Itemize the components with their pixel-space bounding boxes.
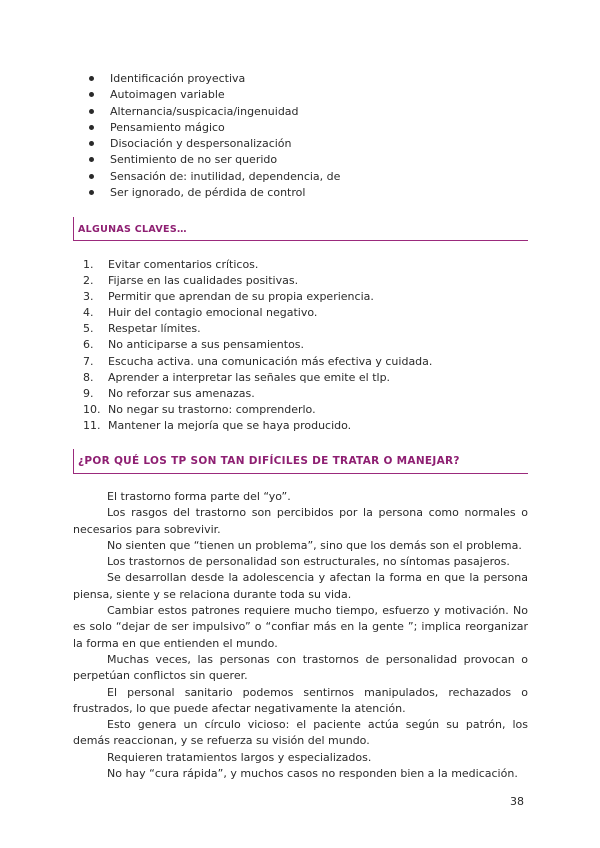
page-number: 38 xyxy=(510,795,524,808)
bullet-dot-icon xyxy=(89,190,94,195)
list-item: Identificación proyectiva xyxy=(88,71,340,87)
list-item: 3. Permitir que aprendan de su propia experiencia. xyxy=(83,290,374,304)
section-heading-claves: ALGUNAS CLAVES… xyxy=(73,217,528,241)
paragraph: Esto genera un círculo vicioso: el paciente actúa según su patrón, los demás reaccionan, y se refuerza su visión del mundo. xyxy=(73,718,528,748)
claves-numbered-list xyxy=(83,257,432,434)
bullet-dot-icon xyxy=(89,157,94,162)
paragraph: El personal sanitario podemos sentirnos manipulados, rechazados o frustrados, lo que puede afectar negativamente la atención. xyxy=(73,685,528,715)
list-item: 4. Huir del contagio emocional negativo. xyxy=(83,306,318,320)
list-item: 1. Evitar comentarios críticos. xyxy=(83,258,259,271)
paragraph: No hay “cura rápida”, y muchos casos no responden bien a la medicación. xyxy=(107,767,518,781)
trait-bullet-list xyxy=(88,71,340,201)
list-item: Ser ignorado, de pérdida de control xyxy=(88,185,340,201)
paragraph: Los trastornos de personalidad son estructurales, no síntomas pasajeros. xyxy=(107,555,510,569)
body-text xyxy=(73,489,528,782)
paragraph: Los rasgos del trastorno son percibidos por la persona como normales o necesarios para sobrevivir. xyxy=(73,506,528,536)
paragraph: Requieren tratamientos largos y especializados. xyxy=(107,750,372,764)
list-item: Pensamiento mágico xyxy=(88,120,340,136)
list-item: 11. Mantener la mejoría que se haya producido. xyxy=(83,418,352,432)
bullet-dot-icon xyxy=(89,174,94,179)
list-item: Autoimagen variable xyxy=(88,87,340,103)
list-item: Sensación de: inutilidad, dependencia, de xyxy=(88,169,340,185)
paragraph: Se desarrollan desde la adolescencia y afectan la forma en que la persona piensa, siente y se relaciona durante toda su vida. xyxy=(73,571,528,601)
list-item: 8. Aprender a interpretar las señales que emite el tlp. xyxy=(83,370,391,384)
bullet-dot-icon xyxy=(89,141,94,146)
list-item: 7. Escucha activa. una comunicación más efectiva y cuidada. xyxy=(83,354,433,368)
paragraph: Muchas veces, las personas con trastornos de personalidad provocan o perpetúan conflictos sin querer. xyxy=(73,652,528,683)
list-item: Sentimiento de no ser querido xyxy=(88,152,340,168)
bullet-dot-icon xyxy=(89,92,94,97)
section-heading-por-que: ¿POR QUÉ LOS TP SON TAN DIFÍCILES DE TRATAR O MANEJAR? xyxy=(73,449,528,474)
paragraph: Cambiar estos patrones requiere mucho tiempo, esfuerzo y motivación. No es solo “dejar de ser impulsivo” o “confiar más en la gente ”; implica reorganizar la forma en que entienden el mundo. xyxy=(73,604,528,650)
list-item: Alternancia/suspicacia/ingenuidad xyxy=(88,104,340,120)
list-item: 2. Fijarse en las cualidades positivas. xyxy=(83,274,299,288)
bullet-dot-icon xyxy=(89,76,94,81)
list-item: 5. Respetar límites. xyxy=(83,322,201,336)
paragraph: El trastorno forma parte del “yo”. xyxy=(107,490,291,503)
bullet-dot-icon xyxy=(89,125,94,130)
bullet-dot-icon xyxy=(89,109,94,114)
list-item: 9. No reforzar sus amenazas. xyxy=(83,386,255,400)
paragraph: No sienten que “tienen un problema”, sino que los demás son el problema. xyxy=(107,538,522,552)
list-item: Disociación y despersonalización xyxy=(88,136,340,152)
list-item: 6. No anticiparse a sus pensamientos. xyxy=(83,338,305,352)
list-item: 10. No negar su trastorno: comprenderlo. xyxy=(83,402,316,416)
